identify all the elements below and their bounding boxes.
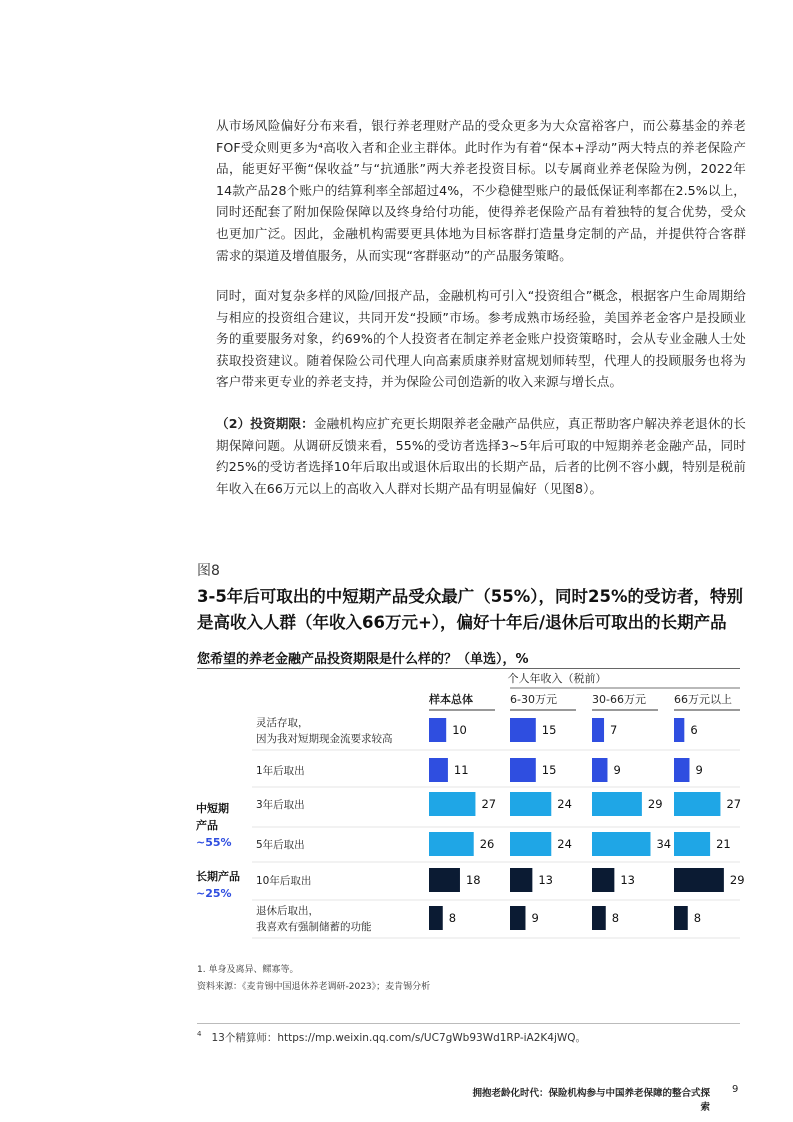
figure-label: 图8 [197, 563, 220, 579]
chart-top-rule [197, 668, 740, 669]
bar-0-1 [510, 718, 536, 742]
bar-value-3-2: 34 [656, 837, 672, 851]
bar-value-1-2: 9 [613, 763, 621, 777]
bar-5-3 [674, 906, 688, 930]
bar-value-4-0: 18 [465, 873, 481, 887]
investment-term-lead: （2）投资期限： [216, 416, 314, 431]
bar-value-2-1: 24 [557, 797, 572, 811]
bar-value-4-2: 13 [620, 873, 636, 887]
bar-4-0 [429, 868, 460, 892]
row-label-1-0: 1年后取出 [256, 765, 305, 777]
bar-2-0 [429, 792, 475, 816]
bar-value-5-2: 8 [611, 911, 620, 925]
chart-footnote: 1. 单身及离异、鳏寡等。 [197, 965, 299, 975]
bar-3-1 [510, 832, 551, 856]
footer-report-title: 拥抱老龄化时代：保险机构参与中国养老保障的整合式探索 [472, 1088, 710, 1113]
footnote-4-text: 13个精算师：https://mp.weixin.qq.com/s/UC7gWb93Wd1RP-iA2K4jWQ。 [211, 1032, 587, 1044]
column-header-3: 66万元以上 [674, 693, 732, 706]
bar-1-3 [674, 758, 689, 782]
footnote-4 [197, 1030, 586, 1045]
bar-value-0-0: 10 [452, 723, 467, 737]
bar-value-1-0: 11 [453, 763, 469, 777]
bar-3-2 [592, 832, 650, 856]
group-share-long: ~25% [196, 887, 232, 900]
row-label-2-0: 3年后取出 [256, 799, 305, 811]
bar-1-2 [592, 758, 607, 782]
group-label-mid-0: 中短期 [196, 802, 229, 815]
bar-2-3 [674, 792, 720, 816]
investment-term-text: 金融机构应扩充更长期限养老金融产品供应，真正帮助客户解决养老退休的长期保障问题。从调研反馈来看，55%的受访者选择3~5年后可取的中短期养老金融产品，同时约25%的受访者选择10年后取出或退休后取出的长期产品，后者的比例不容小觑，特别是税前年收入在66万元以上的高收入人群对长期产品有明显偏好（见图8）。 [216, 416, 746, 496]
row-label-0-1: 因为我对短期现金流要求较高 [256, 733, 393, 745]
row-label-4-0: 10年后取出 [256, 875, 312, 887]
row-label-5-1: 我喜欢有强制储蓄的功能 [256, 921, 372, 933]
bar-value-5-3: 8 [693, 911, 702, 925]
bar-0-2 [592, 718, 604, 742]
bar-1-0 [429, 758, 448, 782]
bar-0-3 [674, 718, 684, 742]
bar-value-5-0: 8 [448, 911, 457, 925]
column-header-0: 样本总体 [429, 693, 473, 706]
duration-preference-chart [190, 670, 750, 955]
bar-value-0-1: 15 [541, 723, 557, 737]
footnote-4-number: 4 [197, 1030, 202, 1038]
group-label-mid-1: 产品 [196, 819, 218, 832]
page-number: 9 [732, 1084, 739, 1095]
bar-value-0-3: 6 [690, 723, 698, 737]
bar-5-2 [592, 906, 606, 930]
column-header-2: 30-66万元 [592, 693, 646, 706]
row-label-3-0: 5年后取出 [256, 839, 305, 851]
bar-value-2-3: 27 [726, 797, 742, 811]
bar-3-0 [429, 832, 474, 856]
chart-source: 资料来源：《麦肯锡中国退休养老调研-2023》；麦肯锡分析 [197, 982, 431, 992]
group-share-mid: ~55% [196, 836, 232, 849]
paragraph-portfolio-advice: 同时，面对复杂多样的风险/回报产品，金融机构可引入“投资组合”概念，根据客户生命周期给与相应的投资组合建议，共同开发“投顾”市场。参考成熟市场经验，美国养老金客户是投顾业务的重要服务对象，约69%的个人投资者在制定养老金账户投资策略时，会从专业金融人士处获取投资建议。随着保险公司代理人向高素质康养财富规划师转型，代理人的投顾服务也将为客户带来更专业的养老支持，并为保险公司创造新的收入来源与增长点。 [216, 288, 746, 390]
row-label-5-0: 退休后取出， [256, 905, 319, 917]
chart-question: 您希望的养老金融产品投资期限是什么样的？（单选），% [197, 652, 529, 667]
paragraph-market-risk: 从市场风险偏好分布来看，银行养老理财产品的受众更多为大众富裕客户，而公募基金的养老FOF受众则更多为⁴高收入者和企业主群体。此时作为有着“保本+浮动”两大特点的养老保险产品，能更好平衡“保收益”与“抗通胀”两大养老投资目标。以专属商业养老保险为例，2022年14款产品28个账户的结算利率全部超过4%，不少稳健型账户的最低保证利率都在2.5%以上，同时还配套了附加保险保障以及终身给付功能，使得养老保险产品有着独特的复合优势，受众也更加广泛。因此，金融机构需要更具体地为目标客群打造量身定制的产品，并提供符合客群需求的渠道及增值服务，从而实现“客群驱动”的产品服务策略。 [216, 118, 746, 263]
bar-4-1 [510, 868, 532, 892]
bar-value-3-0: 26 [479, 837, 495, 851]
bar-1-1 [510, 758, 536, 782]
bar-value-3-1: 24 [557, 837, 572, 851]
paragraph-investment-term [216, 413, 746, 499]
bar-value-2-2: 29 [647, 797, 663, 811]
bar-value-4-3: 29 [729, 873, 745, 887]
bar-0-0 [429, 718, 446, 742]
bar-value-0-2: 7 [610, 723, 618, 737]
group-label-long-0: 长期产品 [196, 870, 240, 883]
column-header-1: 6-30万元 [510, 693, 557, 706]
bar-2-1 [510, 792, 551, 816]
bar-4-3 [674, 868, 724, 892]
bar-value-1-1: 15 [541, 763, 557, 777]
bar-value-1-3: 9 [695, 763, 703, 777]
bar-value-2-0: 27 [481, 797, 497, 811]
income-header: 个人年收入（税前） [507, 672, 607, 685]
bar-value-3-3: 21 [716, 837, 731, 851]
bar-value-5-1: 9 [531, 911, 539, 925]
bar-value-4-1: 13 [538, 873, 554, 887]
figure-title: 3-5年后可取出的中短期产品受众最广（55%），同时25%的受访者，特别是高收入人群（年收入66万元+），偏好十年后/退休后可取出的长期产品 [197, 587, 744, 632]
bar-4-2 [592, 868, 614, 892]
footnote-divider [197, 1023, 740, 1024]
bar-3-3 [674, 832, 710, 856]
row-label-0-0: 灵活存取， [256, 717, 309, 729]
bar-5-0 [429, 906, 443, 930]
bar-2-2 [592, 792, 642, 816]
bar-5-1 [510, 906, 525, 930]
